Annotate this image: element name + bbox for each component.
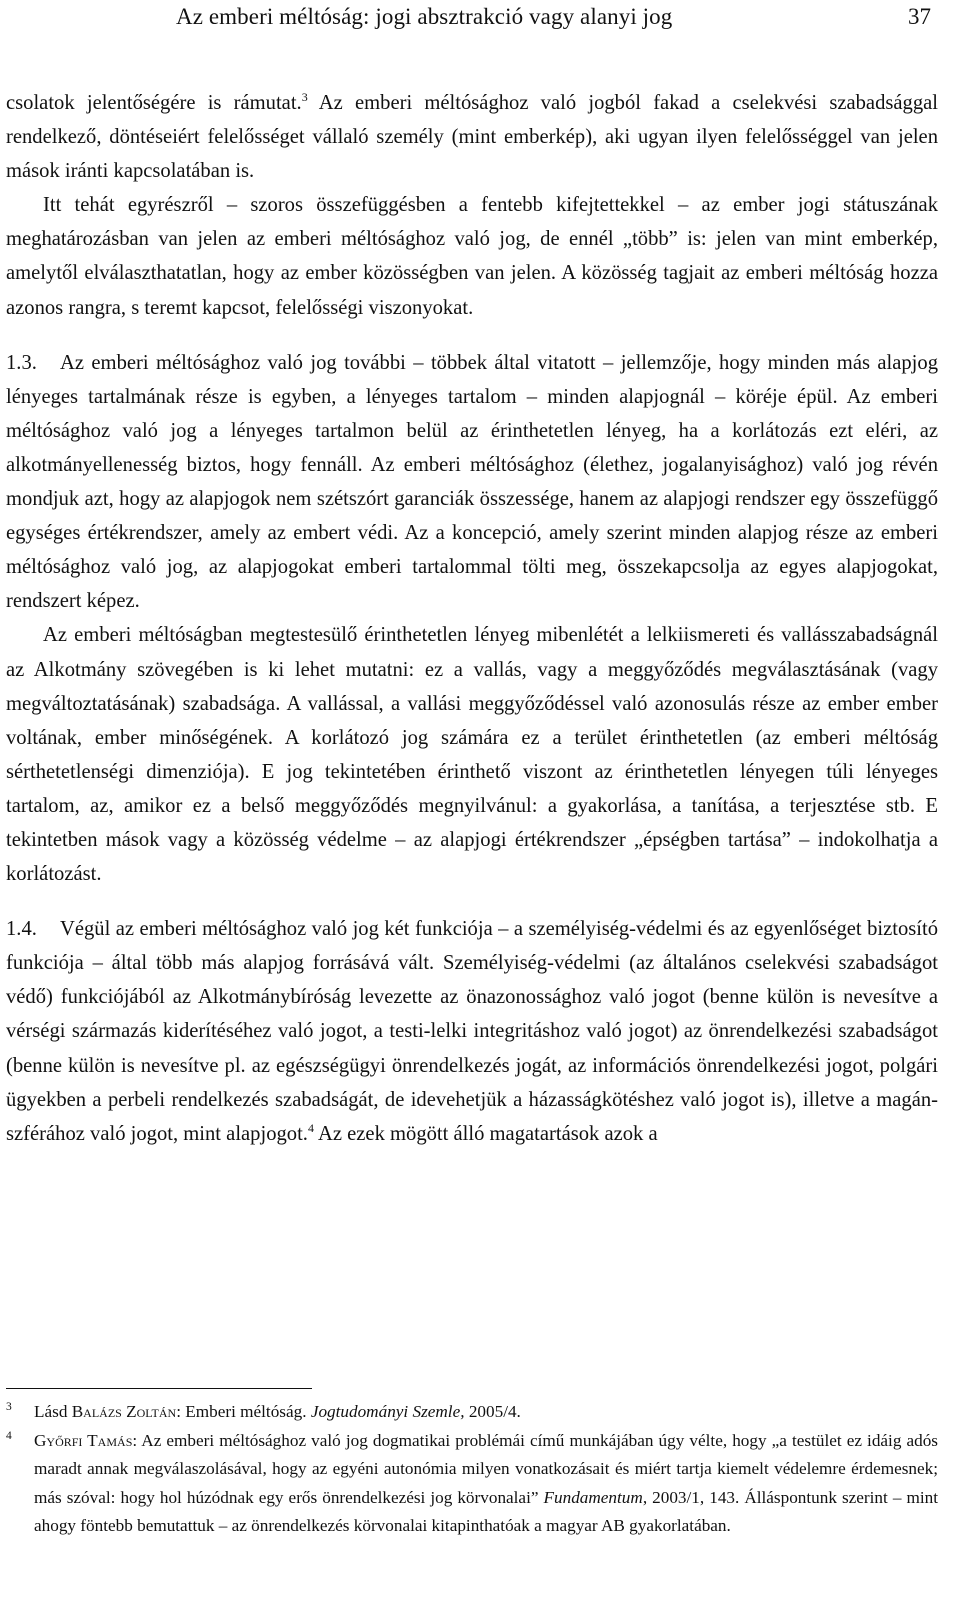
footnote-author: Győrfi Tamás — [34, 1430, 133, 1450]
footnote-reference[interactable]: 4 — [307, 1120, 314, 1135]
section-1-3 — [6, 346, 938, 619]
footnote-4 — [6, 1427, 938, 1541]
footnote-text: , 2003/1, 143. Álláspontunk szerint – mint ahogy föntebb bemutattuk – az önrendelkezés körvonalai kitapinthatóak a magyar AB gyakorlatában. — [34, 1487, 938, 1536]
footnote-author: Balázs Zoltán — [71, 1402, 177, 1421]
paragraph-continued — [6, 86, 938, 188]
footnote-text: Lásd — [34, 1402, 72, 1421]
section-number: 1.3. — [6, 351, 37, 374]
page-number: 37 — [908, 4, 931, 29]
footnote-divider — [6, 1388, 312, 1389]
section-1-4 — [6, 912, 938, 1151]
footnote-3 — [6, 1398, 938, 1427]
footnote-journal: Jogtudományi Szemle, — [310, 1402, 465, 1421]
footnote-reference[interactable]: 3 — [301, 90, 308, 105]
paragraph-text: csolatok jelentőségére is rámutat. — [6, 92, 302, 114]
footnote-journal: Fundamentum — [543, 1487, 643, 1507]
footnote-text: 2005/4. — [464, 1402, 521, 1421]
section-text: Az ezek mögött álló magatartások azok a — [313, 1122, 658, 1145]
footnote-text: : Emberi méltóság. — [176, 1402, 311, 1421]
running-title: Az emberi méltóság: jogi absztrakció vagy alanyi jog — [176, 4, 673, 29]
footnote-mark: 4 — [6, 1429, 12, 1442]
section-text: Végül az emberi méltósághoz való jog két funkciója – a személyiség-védelmi és az egyenlőséget biztosító funkciója – által több más alapjog forrásává vált. Személyiség-védelmi (az általános cselekvési szabadságot védő) funkciójából az Alkotmánybíróság levezette az önazonossághoz való jogot (benne külön is nevesítve a vérségi származás kiderítéséhez való jogot, a testi-lelki integritáshoz való jogot) az önrendelkezési szabadságot (benne külön is nevesítve pl. az egészségügyi önrendelkezés jogát, az információs önrendelkezési jogot, polgári ügyekben a perbeli rendelkezés szabadságát, de idevehetjük a házasságkötéshez való jogot is), illetve a magánszférához való jogot, mint alapjogot. — [6, 918, 938, 1145]
section-number: 1.4. — [6, 918, 37, 941]
section-text: Az emberi méltósághoz való jog további – többek által vitatott – jellemzője, hogy minden más alapjog lényeges tartalmának része is egyben, a lényeges tartalom – minden alapjognál – köréje épül. Az emberi méltósághoz való jog a lényeges tartalmon belül az érinthetetlen lényeg, ha a korlátozás ezt eléri, az alkotmányellenesség biztos, hogy fennáll. Az emberi méltósághoz (élethez, jogalanyisághoz) való jog révén mondjuk azt, hogy az alapjogok nem szétszórt garanciák összessége, hanem az alapjogi rendszer egy összefüggő egységes értékrendszer, amely az embert védi. Az a koncepció, amely szerint minden alapjog része az emberi méltósághoz való jog, az alapjogokat emberi tartalommal tölti meg, összekapcsolja az egyes alapjogokat, rendszert képez. — [6, 351, 938, 613]
body-text — [6, 86, 938, 1151]
paragraph: Az emberi méltóságban megtestesülő érinthetetlen lényeg mibenlétét a lelkiismereti és vallásszabadságnál az Alkotmány szövegében is ki lehet mutatni: ez a vallás, vagy a meggyőződés megválasztásának (vagy megváltoztatásának) szabadsága. A vallással, a vallási meggyőződéssel való azonosulás része az ember ember voltának, ember minőségének. A korlátozó jog számára ez a terület érinthetetlen (az emberi méltóság sérthetetlenségi dimenziója). E jog tekintetében érinthető viszont az érinthetetlen lényegen túli lényeges tartalom, az, amikor ez a belső meggyőződés megnyilvánul: a gyakorlása, a tanítása, a terjesztése stb. E tekintetben mások vagy a közösség védelme – az alapjogi értékrendszer „épségben tartása” – indokolhatja a korlátozást. — [6, 624, 938, 886]
footnote-mark: 3 — [6, 1401, 12, 1413]
paragraph-text: Az emberi méltósághoz való jogból fakad a cselekvési szabadsággal rendelkező, döntéseiért felelősséget vállaló személy (mint emberkép), aki ugyan ilyen felelősséggel van jelen mások iránti kapcsolatában is. — [6, 92, 938, 183]
paragraph: Itt tehát egyrészről – szoros összefüggésben a fentebb kifejtettekkel – az ember jogi státuszának meghatározásban van jelen az emberi méltósághoz való jog, de ennél „több” is: jelen van mint emberkép, amelytől elválaszthatatlan, hogy az ember közösségben van jelen. A közösség tagjait az emberi méltóság hozza azonos rangra, s teremt kapcsot, felelősségi viszonyokat. — [6, 194, 938, 319]
page-header — [0, 0, 960, 40]
footnote-text: : Az emberi méltósághoz való jog dogmatikai problémái című munkájában úgy vélte, hogy „a testület ez idáig adós maradt annak megválaszolásával, hogy az egyéni autonómia milyen vonatkozásait és miért tartja kiemelt védelemre érdemesnek; más szóval: hogy hol húzódnak egy erős önrendelkezési jog körvonalai” — [34, 1430, 938, 1507]
footnotes — [6, 1398, 938, 1541]
